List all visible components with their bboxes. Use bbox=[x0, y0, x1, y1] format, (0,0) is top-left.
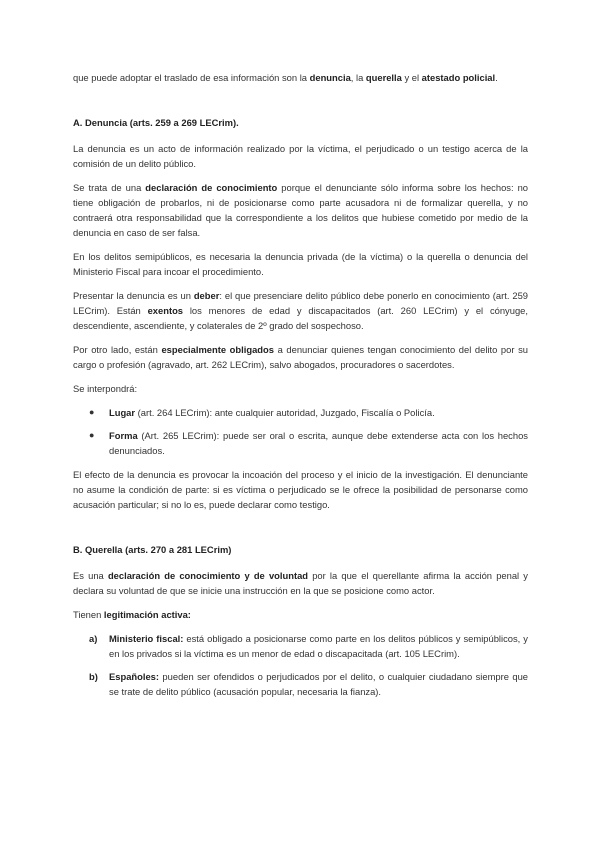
section-a-paragraph-2 bbox=[73, 180, 528, 240]
text: porque el denunciante sólo informa sobre los hechos: no tiene obligación de probarlos, ni de posicionarse como parte acusadora ni de formalizar querella, y no contraerá otra responsabilidad que la correspondiente a los delitos que hubiese cometido por medio de la denuncia en caso de ser falsa. bbox=[73, 182, 529, 238]
section-a-paragraph-6: Se interpondrá: bbox=[73, 383, 138, 394]
text: Es una bbox=[73, 570, 108, 581]
intro-bold-denuncia: denuncia bbox=[309, 72, 351, 83]
section-a-paragraph-3: En los delitos semipúblicos, es necesaria la denuncia privada (de la víctima) o la querella o denuncia del Ministerio Fiscal para incoar el procedimiento. bbox=[73, 251, 528, 277]
intro-paragraph bbox=[73, 70, 528, 85]
list-item-label: Ministerio fiscal: bbox=[109, 633, 184, 644]
lettered-list bbox=[73, 631, 528, 699]
bold-term: exentos bbox=[147, 305, 184, 316]
section-b-paragraph-2 bbox=[73, 607, 528, 622]
bullet-list bbox=[73, 405, 528, 458]
text: los menores de edad y discapacitados (art. 260 LECrim) y el cónyuge, descendiente, ascendiente, y colaterales de 2º grado del sospechoso. bbox=[73, 305, 528, 331]
section-a-heading: A. Denuncia (arts. 259 a 269 LECrim). bbox=[73, 117, 239, 128]
list-item-text: (art. 264 LECrim): ante cualquier autoridad, Juzgado, Fiscalía o Policía. bbox=[135, 407, 435, 418]
section-a-paragraph-1: La denuncia es un acto de información realizado por la víctima, el perjudicado o un testigo acerca de la comisión de un delito público. bbox=[73, 143, 528, 169]
list-item-label: Forma bbox=[109, 430, 138, 441]
list-marker: a) bbox=[89, 633, 98, 644]
text: a denunciar quienes tengan conocimiento del delito por su cargo o profesión (agravado, art. 262 LECrim), salvo abogados, procuradores o sacerdotes. bbox=[73, 344, 528, 370]
list-item-label: Lugar bbox=[109, 407, 136, 418]
list-marker: b) bbox=[89, 671, 98, 682]
text: Se trata de una bbox=[73, 182, 146, 193]
list-item-text: (Art. 265 LECrim): puede ser oral o escrita, aunque debe extenderse acta con los hechos denunciados. bbox=[109, 430, 528, 456]
bold-term: deber bbox=[193, 290, 220, 301]
section-a-paragraph-7: El efecto de la denuncia es provocar la incoación del proceso y el inicio de la investigación. El denunciante no asume la condición de parte: si es víctima o perjudicado se le ofrece la posibilidad de personarse como acusación particular; si no lo es, puede declarar como testigo. bbox=[73, 469, 528, 510]
list-item bbox=[73, 631, 528, 661]
bullet-icon: ● bbox=[89, 407, 95, 417]
text: Presentar la denuncia es un bbox=[73, 290, 194, 301]
section-b-paragraph-1 bbox=[73, 568, 528, 598]
section-b-heading: B. Querella (arts. 270 a 281 LECrim) bbox=[73, 544, 232, 555]
list-item-label: Españoles: bbox=[109, 671, 160, 682]
section-a-paragraph-4 bbox=[73, 288, 528, 333]
document-page bbox=[73, 70, 528, 708]
bold-term: legitimación activa: bbox=[103, 609, 191, 620]
bold-term: declaración de conocimiento bbox=[145, 182, 278, 193]
section-a-paragraph-5 bbox=[73, 342, 528, 372]
intro-text-3: y el bbox=[401, 72, 422, 83]
list-item-text: pueden ser ofendidos o perjudicados por el delito, o cualquier ciudadano siempre que se trate de delito público (acusación popular, necesaria la fianza). bbox=[109, 671, 528, 697]
list-item-text: está obligado a posicionarse como parte en los delitos públicos y semipúblicos, y en los privados si la víctima es un menor de edad o discapacitada (art. 105 LECrim). bbox=[109, 633, 528, 659]
intro-text-4: . bbox=[495, 72, 498, 83]
bold-term: declaración de conocimiento y de voluntad bbox=[107, 570, 309, 581]
bold-term: especialmente obligados bbox=[161, 344, 274, 355]
text: por la que el querellante afirma la acción penal y declara su voluntad de que se inicie una instrucción en la que se posicione como actor. bbox=[73, 570, 528, 596]
text: : el que presenciare delito público debe ponerlo en conocimiento (art. 259 LECrim). Están bbox=[73, 290, 528, 316]
list-item bbox=[73, 428, 528, 458]
text: Tienen bbox=[73, 609, 104, 620]
intro-bold-querella: querella bbox=[365, 72, 402, 83]
list-item bbox=[73, 405, 528, 420]
intro-text-2: , la bbox=[350, 72, 366, 83]
list-item bbox=[73, 669, 528, 699]
text: Por otro lado, están bbox=[73, 344, 162, 355]
intro-text-1: que puede adoptar el traslado de esa información son la bbox=[73, 72, 310, 83]
intro-bold-atestado: atestado policial bbox=[421, 72, 496, 83]
bullet-icon: ● bbox=[89, 430, 95, 440]
